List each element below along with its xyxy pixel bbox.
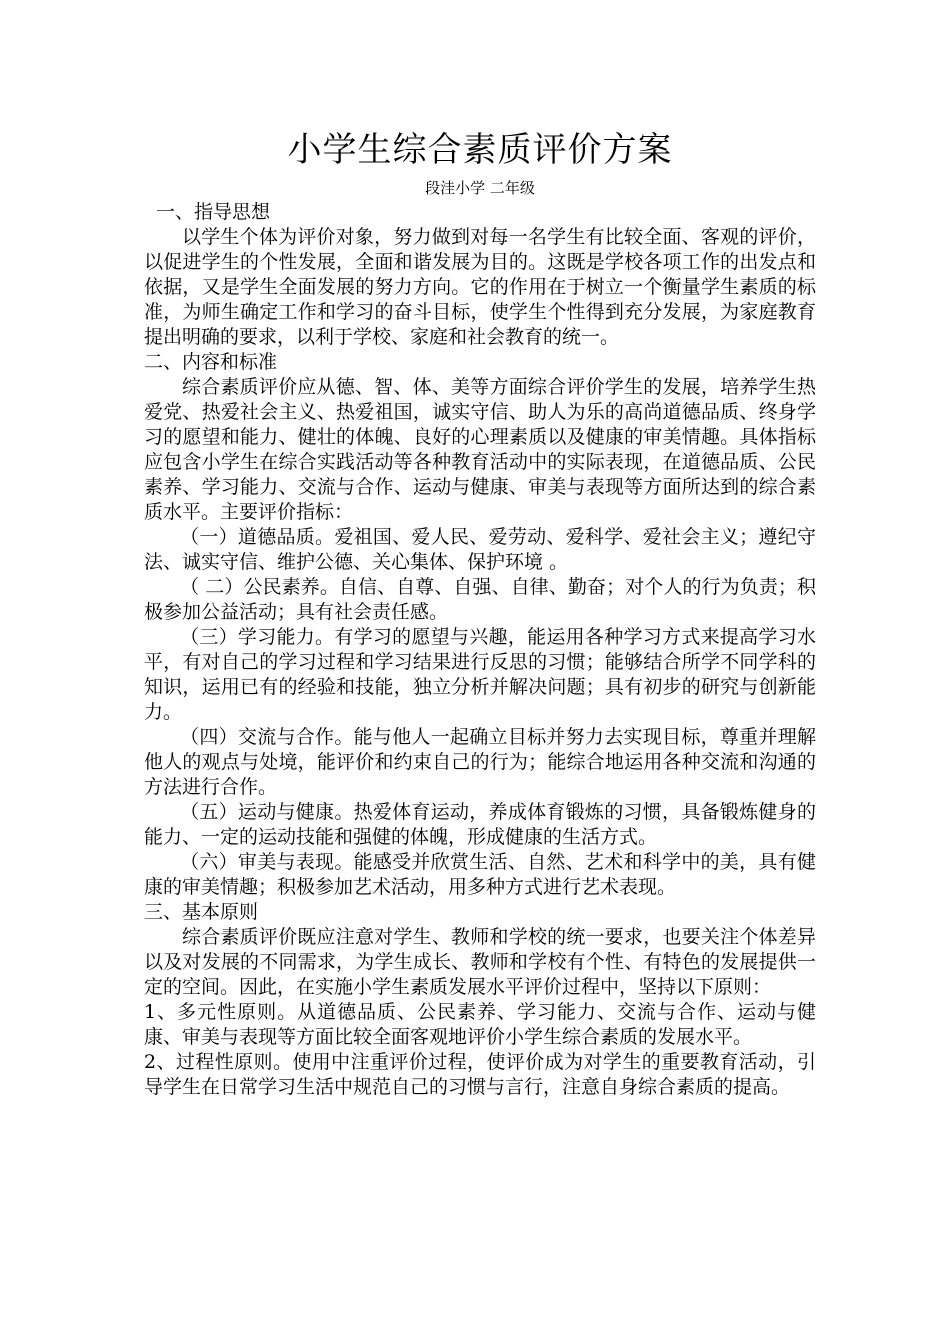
indicator-item-4: （四）交流与合作。能与他人一起确立目标并努力去实现目标，尊重并理解他人的观点与处境，能评价和约束自己的行为；能综合地运用各种交流和沟通的方法进行合作。 [144, 726, 816, 798]
section-heading-3: 三、基本原则 [144, 901, 259, 923]
principle-item-1: 1、多元性原则。从道德品质、公民素养、学习能力、交流与合作、运动与健康、审美与表现等方面比较全面客观地评价小学生综合素质的发展水平。 [144, 1001, 816, 1048]
indicator-item-6: （六）审美与表现。能感受并欣赏生活、自然、艺术和科学中的美，具有健康的审美情趣；积极参加艺术活动，用多种方式进行艺术表现。 [144, 851, 816, 898]
section-1-paragraph: 以学生个体为评价对象，努力做到对每一名学生有比较全面、客观的评价，以促进学生的个性发展，全面和谐发展为目的。这既是学校各项工作的出发点和依据，又是学生全面发展的努力方向。它的作用在于树立一个衡量学生素质的标准，为师生确定工作和学习的奋斗目标，使学生个性得到充分发展，为家庭教育提出明确的要求，以利于学校、家庭和社会教育的统一。 [144, 226, 816, 348]
document-title: 小学生综合素质评价方案 [287, 130, 673, 170]
indicator-item-3: （三）学习能力。有学习的愿望与兴趣，能运用各种学习方式来提高学习水平，有对自己的学习过程和学习结果进行反思的习惯；能够结合所学不同学科的知识，运用已有的经验和技能，独立分析并解决问题；具有初步的研究与创新能力。 [144, 626, 816, 723]
indicator-item-1: （一）道德品质。爱祖国、爱人民、爱劳动、爱科学、爱社会主义；遵纪守法、诚实守信、维护公德、关心集体、保护环境 。 [144, 526, 816, 573]
section-heading-1: 一、指导思想 [156, 201, 271, 223]
section-3-paragraph: 综合素质评价既应注意对学生、教师和学校的统一要求，也要关注个体差异以及对发展的不同需求，为学生成长、教师和学校有个性、有特色的发展提供一定的空间。因此，在实施小学生素质发展水平评价过程中，坚持以下原则： [144, 926, 816, 998]
principle-item-2: 2、过程性原则。使用中注重评价过程，使评价成为对学生的重要教育活动，引导学生在日常学习生活中规范自己的习惯与言行，注意自身综合素质的提高。 [144, 1051, 816, 1098]
section-heading-2: 二、内容和标准 [144, 351, 278, 373]
section-2-paragraph: 综合素质评价应从德、智、体、美等方面综合评价学生的发展，培养学生热爱党、热爱社会主义、热爱祖国，诚实守信、助人为乐的高尚道德品质、终身学习的愿望和能力、健壮的体魄、良好的心理素质以及健康的审美情趣。具体指标应包含小学生在综合实践活动等各种教育活动中的实际表现，在道德品质、公民素养、学习能力、交流与合作、运动与健康、审美与表现等方面所达到的综合素质水平。主要评价指标： [144, 376, 816, 523]
document-page [144, 124, 816, 1100]
indicator-item-5: （五）运动与健康。热爱体育运动，养成体育锻炼的习惯，具备锻炼健身的能力、一定的运动技能和强健的体魄，形成健康的生活方式。 [144, 801, 816, 848]
document-subtitle: 段洼小学 二年级 [425, 179, 535, 197]
indicator-item-2: （ 二）公民素养。自信、自尊、自强、自律、勤奋；对个人的行为负责；积极参加公益活动；具有社会责任感。 [144, 576, 816, 623]
